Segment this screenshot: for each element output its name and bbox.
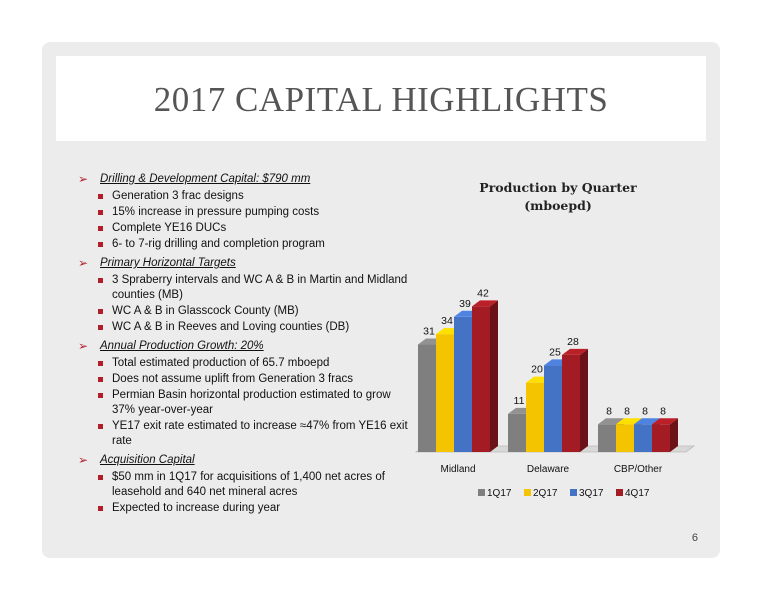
chart-subtitle: (mboepd) [524, 198, 592, 213]
data-label: 34 [441, 315, 453, 328]
list-item: Generation 3 frac designs [78, 189, 408, 204]
legend-label: 4Q17 [625, 488, 650, 499]
square-bullet-icon [98, 309, 103, 314]
data-label: 8 [606, 405, 612, 418]
data-label: 42 [477, 287, 489, 300]
data-label: 31 [423, 325, 435, 338]
square-bullet-icon [98, 194, 103, 199]
list-item: WC A & B in Reeves and Loving counties (DB) [78, 320, 408, 335]
bar [598, 424, 616, 452]
legend-swatch [616, 489, 623, 496]
data-label: 20 [531, 363, 543, 376]
legend-label: 1Q17 [487, 488, 512, 499]
list-item: 3 Spraberry intervals and WC A & B in Martin and Midland counties (MB) [78, 273, 408, 303]
x-tick-label: Delaware [526, 464, 570, 475]
bar [616, 424, 634, 452]
square-bullet-icon [98, 226, 103, 231]
legend-label: 2Q17 [533, 488, 558, 499]
arrow-bullet-icon: ➢ [78, 453, 89, 467]
arrow-bullet-icon: ➢ [78, 339, 89, 353]
data-label: 8 [660, 405, 666, 418]
bar [508, 414, 526, 452]
bar [418, 345, 436, 452]
data-label: 39 [459, 297, 471, 310]
data-label: 28 [567, 335, 579, 348]
section-targets [78, 256, 408, 335]
square-bullet-icon [98, 325, 103, 330]
square-bullet-icon [98, 361, 103, 366]
section-drilling [78, 172, 408, 252]
list-item: Complete YE16 DUCs [78, 221, 408, 236]
arrow-bullet-icon: ➢ [78, 256, 89, 270]
list-item: 6- to 7-rig drilling and completion program [78, 237, 408, 252]
data-label: 25 [549, 346, 561, 359]
square-bullet-icon [98, 506, 103, 511]
production-chart [408, 168, 708, 504]
list-item: WC A & B in Glasscock County (MB) [78, 304, 408, 319]
square-bullet-icon [98, 242, 103, 247]
square-bullet-icon [98, 377, 103, 382]
list-item: Total estimated production of 65.7 mboepd [78, 356, 408, 371]
bullet-list [78, 172, 408, 520]
section-heading: Drilling & Development Capital: $790 mm [100, 173, 311, 185]
list-item: Expected to increase during year [78, 501, 408, 516]
list-item: $50 mm in 1Q17 for acquisitions of 1,400 net acres of leasehold and 640 net mineral acres [78, 470, 408, 500]
legend-swatch [570, 489, 577, 496]
bar [634, 424, 652, 452]
square-bullet-icon [98, 278, 103, 283]
data-label: 11 [513, 394, 525, 407]
x-tick-label: Midland [440, 464, 476, 475]
section-heading: Acquisition Capital [100, 454, 195, 466]
bar-side [580, 349, 588, 452]
section-heading: Annual Production Growth: 20% [100, 340, 264, 352]
square-bullet-icon [98, 210, 103, 215]
x-tick-label: CBP/Other [613, 464, 663, 475]
bar [472, 306, 490, 452]
square-bullet-icon [98, 424, 103, 429]
chart-title: Production by Quarter [479, 180, 637, 195]
bar [562, 355, 580, 452]
list-item: YE17 exit rate estimated to increase ≈47% from YE16 exit rate [78, 419, 408, 449]
list-item: Permian Basin horizontal production estimated to grow 37% year-over-year [78, 388, 408, 418]
arrow-bullet-icon: ➢ [78, 172, 89, 186]
title-box [56, 56, 706, 141]
slide [42, 42, 720, 558]
bar [526, 383, 544, 452]
bar [652, 424, 670, 452]
section-heading: Primary Horizontal Targets [100, 257, 236, 269]
legend-swatch [478, 489, 485, 496]
legend-label: 3Q17 [579, 488, 604, 499]
square-bullet-icon [98, 393, 103, 398]
square-bullet-icon [98, 475, 103, 480]
bar [454, 317, 472, 452]
slide-title: 2017 CAPITAL HIGHLIGHTS [153, 80, 609, 119]
bar-side [490, 300, 498, 452]
bar [544, 365, 562, 452]
bar [436, 334, 454, 452]
list-item: Does not assume uplift from Generation 3 fracs [78, 372, 408, 387]
list-item: 15% increase in pressure pumping costs [78, 205, 408, 220]
legend-swatch [524, 489, 531, 496]
section-production [78, 339, 408, 449]
data-label: 8 [642, 405, 648, 418]
data-label: 8 [624, 405, 630, 418]
section-acquisition [78, 453, 408, 516]
page-number: 6 [691, 532, 698, 544]
